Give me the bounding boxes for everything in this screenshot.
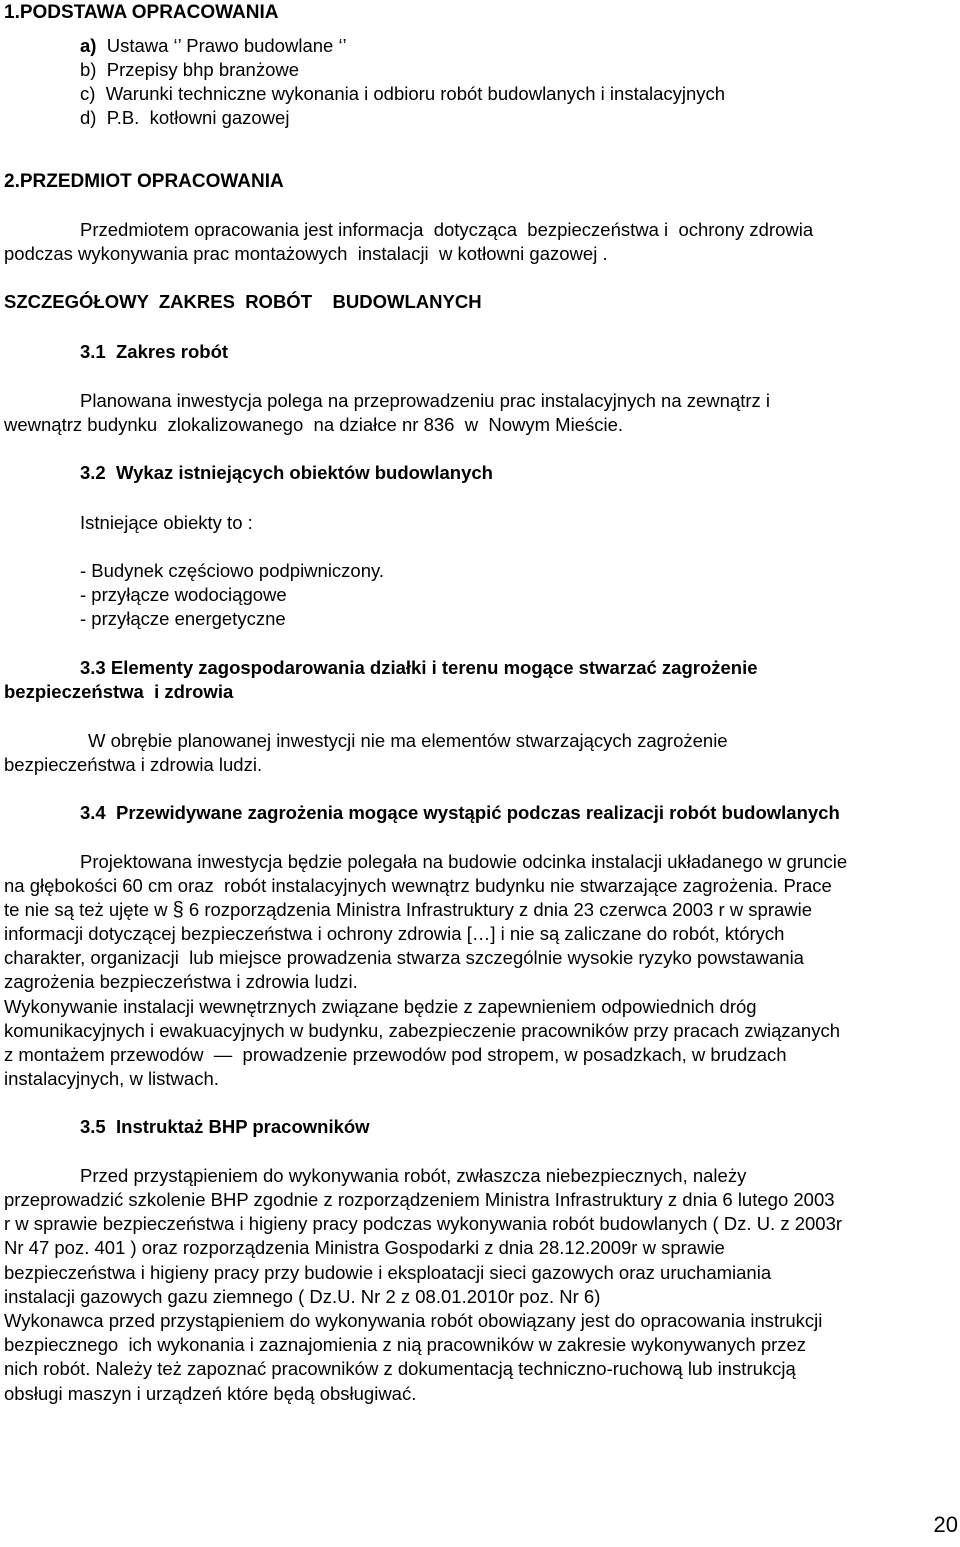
list-item bbox=[80, 34, 347, 59]
paragraph-line: Wykonawca przed przystąpieniem do wykonywania robót obowiązany jest do opracowania instrukcji bbox=[4, 1310, 823, 1331]
paragraph-symbol: § bbox=[172, 899, 184, 921]
list-item: - Budynek częściowo podpiwniczony. bbox=[80, 560, 385, 581]
section-3-5-title: 3.5 Instruktaż BHP pracowników bbox=[80, 1116, 370, 1137]
section-1-title: 1.PODSTAWA OPRACOWANIA bbox=[4, 2, 279, 23]
paragraph-line: na głębokości 60 cm oraz robót instalacyjnych wewnątrz budynku nie stwarzające zagrożenia. Prace bbox=[4, 875, 832, 896]
list-text: P.B. kotłowni gazowej bbox=[106, 107, 290, 128]
paragraph-line bbox=[4, 898, 812, 923]
paragraph-line: wewnątrz budynku zlokalizowanego na działce nr 836 w Nowym Mieście. bbox=[4, 414, 624, 435]
paragraph-line: bezpieczeństwa i zdrowia ludzi. bbox=[4, 754, 263, 775]
section-3-3-title-cont: bezpieczeństwa i zdrowia bbox=[4, 681, 234, 702]
paragraph-line: instalacji gazowych gazu ziemnego ( Dz.U. Nr 2 z 08.01.2010r poz. Nr 6) bbox=[4, 1286, 601, 1307]
paragraph-line: podczas wykonywania prac montażowych instalacji w kotłowni gazowej . bbox=[4, 243, 608, 264]
page-number: 20 bbox=[933, 1511, 958, 1537]
paragraph-line: Planowana inwestycja polega na przeprowadzeniu prac instalacyjnych na zewnątrz i bbox=[80, 390, 771, 411]
scope-heading: SZCZEGÓŁOWY ZAKRES ROBÓT BUDOWLANYCH bbox=[4, 291, 482, 312]
list-item bbox=[80, 58, 299, 83]
paragraph-line: Nr 47 poz. 401 ) oraz rozporządzenia Ministra Gospodarki z dnia 28.12.2009r w sprawie bbox=[4, 1237, 725, 1258]
paragraph-line: Wykonywanie instalacji wewnętrznych związane będzie z zapewnieniem odpowiednich dróg bbox=[4, 996, 757, 1017]
section-3-4-title: 3.4 Przewidywane zagrożenia mogące wystąpić podczas realizacji robót budowlanych bbox=[80, 802, 840, 823]
section-3-1-title: 3.1 Zakres robót bbox=[80, 341, 229, 362]
list-marker: c) bbox=[80, 83, 96, 104]
section-3-2-title: 3.2 Wykaz istniejących obiektów budowlanych bbox=[80, 462, 493, 483]
list-text: Ustawa ‘’ Prawo budowlane ‘’ bbox=[106, 35, 347, 56]
paragraph-line: Przed przystąpieniem do wykonywania robót, zwłaszcza niebezpiecznych, należy bbox=[80, 1165, 747, 1186]
paragraph-line: r w sprawie bezpieczeństwa i higieny pracy podczas wykonywania robót budowlanych ( Dz. U. z 2003r bbox=[4, 1213, 843, 1234]
section-2-title: 2.PRZEDMIOT OPRACOWANIA bbox=[4, 171, 284, 192]
paragraph-line: Przedmiotem opracowania jest informacja dotycząca bezpieczeństwa i ochrony zdrowia bbox=[80, 219, 814, 240]
list-marker: b) bbox=[80, 59, 97, 80]
section-3-3-title: 3.3 Elementy zagospodarowania działki i terenu mogące stwarzać zagrożenie bbox=[80, 657, 758, 678]
list-item bbox=[80, 106, 289, 131]
paragraph-line: przeprowadzić szkolenie BHP zgodnie z rozporządzeniem Ministra Infrastruktury z dnia 6 lutego 2003 bbox=[4, 1189, 835, 1210]
paragraph-line: W obrębie planowanej inwestycji nie ma elementów stwarzających zagrożenie bbox=[88, 730, 728, 751]
paragraph-line: informacji dotyczącej bezpieczeństwa i ochrony zdrowia […] i nie są zaliczane do robót, których bbox=[4, 923, 785, 944]
list-item: - przyłącze energetyczne bbox=[80, 608, 286, 629]
list-text: Warunki techniczne wykonania i odbioru robót budowlanych i instalacyjnych bbox=[105, 83, 726, 104]
paragraph-line: Istniejące obiekty to : bbox=[80, 512, 253, 533]
paragraph-line: charakter, organizacji lub miejsce prowadzenia stwarza szczególnie wysokie ryzyko powstawania bbox=[4, 947, 804, 968]
list-marker: d) bbox=[80, 107, 97, 128]
paragraph-line: zagrożenia bezpieczeństwa i zdrowia ludzi. bbox=[4, 971, 358, 992]
paragraph-line: instalacyjnych, w listwach. bbox=[4, 1068, 219, 1089]
paragraph-line: komunikacyjnych i ewakuacyjnych w budynku, zabezpieczenie pracowników przy pracach związanych bbox=[4, 1020, 840, 1041]
paragraph-line: bezpiecznego ich wykonania i zaznajomienia z nią pracowników w zakresie wykonywanych przez bbox=[4, 1334, 807, 1355]
text-run: 6 rozporządzenia Ministra Infrastruktury z dnia 23 czerwca 2003 r w sprawie bbox=[188, 899, 813, 920]
paragraph-line: bezpieczeństwa i higieny pracy przy budowie i eksploatacji sieci gazowych oraz uruchamiania bbox=[4, 1262, 772, 1283]
paragraph-line: nich robót. Należy też zapoznać pracowników z dokumentacją techniczno-ruchową lub instrukcją bbox=[4, 1358, 796, 1379]
paragraph-line: obsługi maszyn i urządzeń które będą obsługiwać. bbox=[4, 1383, 417, 1404]
text-run: te nie są też ujęte w bbox=[4, 899, 168, 920]
list-text: Przepisy bhp branżowe bbox=[106, 59, 300, 80]
list-item: - przyłącze wodociągowe bbox=[80, 584, 287, 605]
list-item bbox=[80, 82, 725, 107]
paragraph-line: z montażem przewodów — prowadzenie przewodów pod stropem, w posadzkach, w brudzach bbox=[4, 1044, 787, 1065]
paragraph-line: Projektowana inwestycja będzie polegała na budowie odcinka instalacji układanego w gruncie bbox=[80, 851, 848, 872]
list-marker: a) bbox=[80, 35, 97, 56]
